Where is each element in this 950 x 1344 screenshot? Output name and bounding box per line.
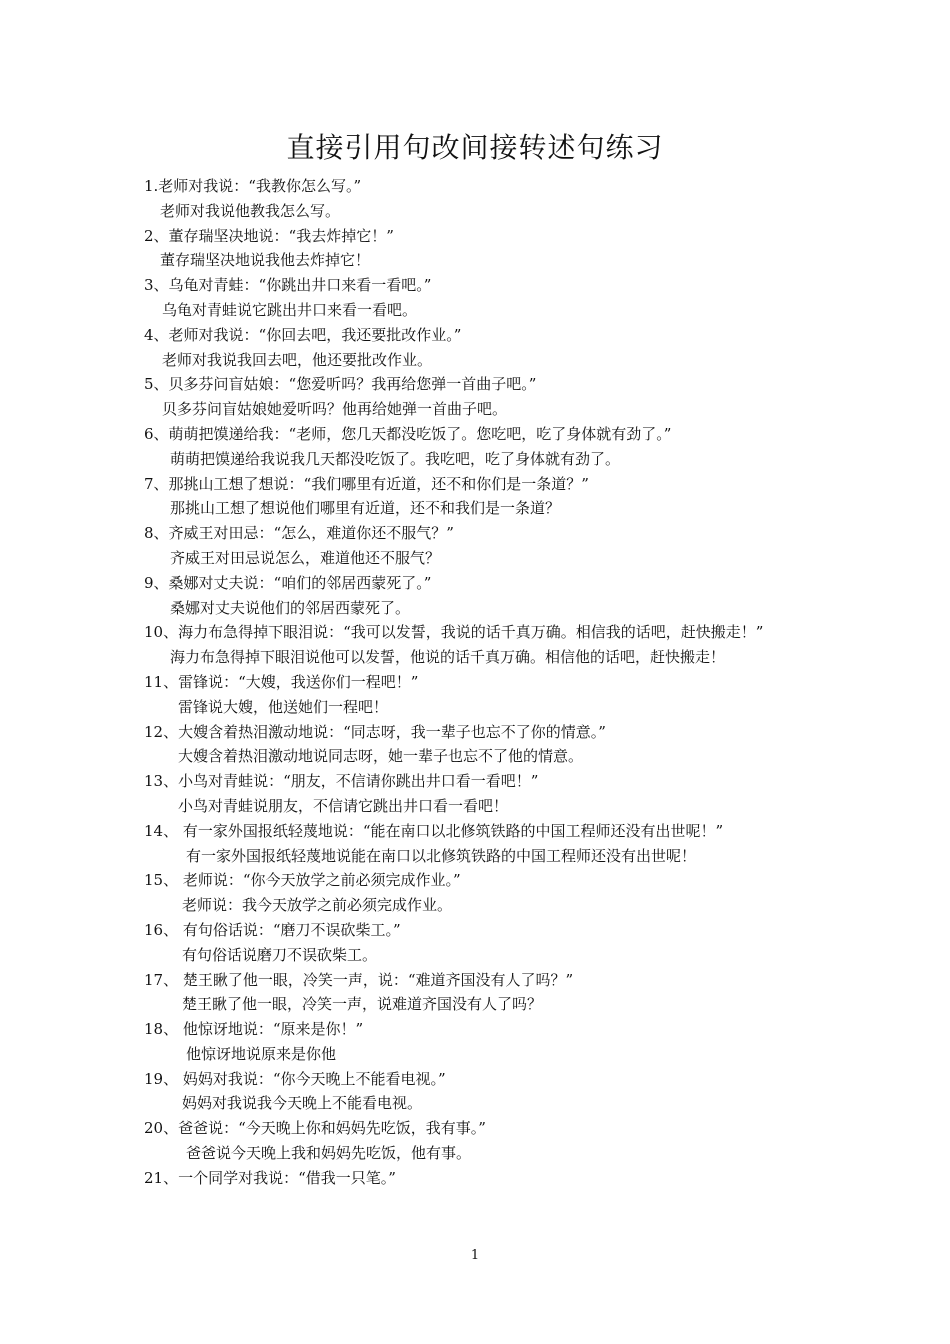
exercise-question: 11、雷锋说：“大嫂，我送你们一程吧！” <box>144 672 419 691</box>
exercise-question: 15、 老师说：“你今天放学之前必须完成作业。” <box>144 871 461 890</box>
exercise-question: 13、小鸟对青蛙说：“朋友，不信请你跳出井口看一看吧！” <box>144 772 539 791</box>
exercise-answer: 贝多芬问盲姑娘她爱听吗？他再给她弹一首曲子吧。 <box>162 400 508 419</box>
exercise-answer: 海力布急得掉下眼泪说他可以发誓，他说的话千真万确。相信他的话吧，赶快搬走！ <box>170 648 726 667</box>
exercise-question: 3、乌龟对青蛙：“你跳出井口来看一看吧。” <box>144 276 432 295</box>
exercise-answer: 桑娜对丈夫说他们的邻居西蒙死了。 <box>170 598 411 617</box>
exercise-answer: 乌龟对青蛙说它跳出井口来看一看吧。 <box>162 300 418 319</box>
exercise-answer: 小鸟对青蛙说朋友，不信请它跳出井口看一看吧！ <box>178 796 509 815</box>
exercise-question: 4、老师对我说：“你回去吧，我还要批改作业。” <box>144 325 462 344</box>
exercise-question: 8、齐威王对田忌：“怎么，难道你还不服气？” <box>144 524 454 543</box>
exercise-question: 10、海力布急得掉下眼泪说：“我可以发誓，我说的话千真万确。相信我的话吧，赶快搬走！” <box>144 623 764 642</box>
exercise-answer: 妈妈对我说我今天晚上不能看电视。 <box>182 1094 423 1113</box>
exercise-question: 16、 有句俗话说：“磨刀不误砍柴工。” <box>144 920 401 939</box>
exercise-answer: 有句俗话说磨刀不误砍柴工。 <box>182 945 378 964</box>
exercise-answer: 那挑山工想了想说他们哪里有近道，还不和我们是一条道？ <box>170 499 561 518</box>
page-number: 1 <box>470 1248 480 1263</box>
exercise-question: 7、那挑山工想了想说：“我们哪里有近道，还不和你们是一条道？” <box>144 474 589 493</box>
exercise-answer: 爸爸说今天晚上我和妈妈先吃饭，他有事。 <box>186 1144 472 1163</box>
exercise-list <box>144 174 814 1191</box>
exercise-answer: 萌萌把馍递给我说我几天都没吃饭了。我吃吧，吃了身体就有劲了。 <box>170 449 621 468</box>
exercise-question: 14、 有一家外国报纸轻蔑地说：“能在南口以北修筑铁路的中国工程师还没有出世呢！” <box>144 821 724 840</box>
exercise-answer: 老师对我说我回去吧，他还要批改作业。 <box>162 350 433 369</box>
exercise-answer: 老师说：我今天放学之前必须完成作业。 <box>182 896 453 915</box>
exercise-answer: 董存瑞坚决地说我他去炸掉它！ <box>160 251 371 270</box>
exercise-answer: 雷锋说大嫂，他送她们一程吧！ <box>178 697 389 716</box>
exercise-question: 5、贝多芬问盲姑娘：“您爱听吗？我再给您弹一首曲子吧。” <box>144 375 537 394</box>
exercise-answer: 有一家外国报纸轻蔑地说能在南口以北修筑铁路的中国工程师还没有出世呢！ <box>186 846 697 865</box>
exercise-answer: 大嫂含着热泪激动地说同志呀，她一辈子也忘不了他的情意。 <box>178 747 584 766</box>
exercise-question: 6、萌萌把馍递给我：“老师，您几天都没吃饭了。您吃吧，吃了身体就有劲了。” <box>144 424 672 443</box>
exercise-question: 21、一个同学对我说：“借我一只笔。” <box>144 1168 396 1187</box>
exercise-question: 19、 妈妈对我说：“你今天晚上不能看电视。” <box>144 1069 446 1088</box>
exercise-question: 2、董存瑞坚决地说：“我去炸掉它！” <box>144 226 394 245</box>
exercise-answer: 楚王瞅了他一眼，冷笑一声，说难道齐国没有人了吗？ <box>182 995 543 1014</box>
exercise-question: 12、大嫂含着热泪激动地说：“同志呀，我一辈子也忘不了你的情意。” <box>144 722 606 741</box>
page-title: 直接引用句改间接转述句练习 <box>286 131 664 164</box>
exercise-answer: 老师对我说他教我怎么写。 <box>160 201 341 220</box>
exercise-answer: 他惊讶地说原来是你他 <box>186 1044 337 1063</box>
exercise-answer: 齐威王对田忌说怎么，难道他还不服气？ <box>170 548 441 567</box>
exercise-question: 9、桑娜对丈夫说：“咱们的邻居西蒙死了。” <box>144 573 432 592</box>
exercise-question: 18、 他惊讶地说：“原来是你！” <box>144 1020 364 1039</box>
exercise-question: 17、 楚王瞅了他一眼，冷笑一声，说：“难道齐国没有人了吗？” <box>144 970 574 989</box>
exercise-question: 20、爸爸说：“今天晚上你和妈妈先吃饭，我有事。” <box>144 1119 486 1138</box>
exercise-question: 1.老师对我说：“我教你怎么写。” <box>144 177 362 195</box>
